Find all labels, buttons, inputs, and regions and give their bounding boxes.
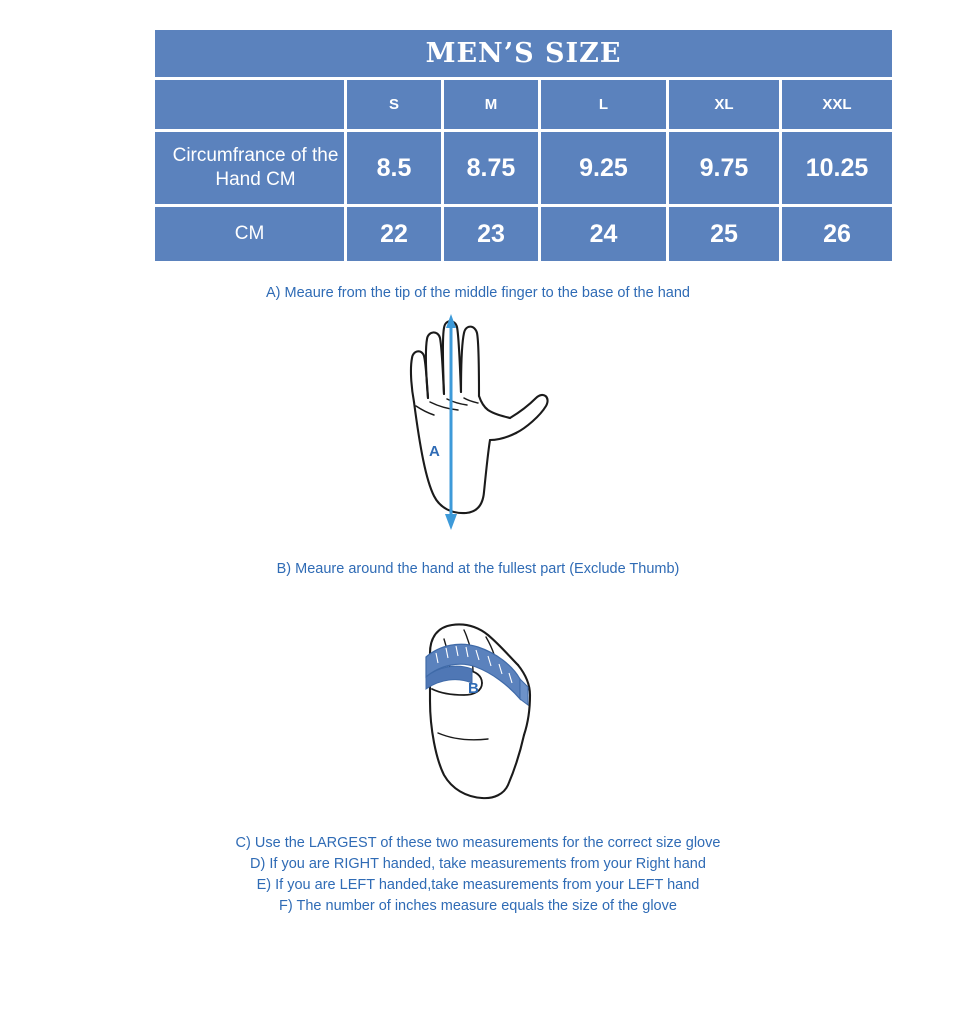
figure-b-letter: B xyxy=(468,680,479,697)
header-cell-m: M xyxy=(444,80,538,129)
table-row xyxy=(155,132,892,204)
figure-a-letter: A xyxy=(429,443,440,460)
cell-cm-xxl: 26 xyxy=(782,207,892,261)
header-cell-l: L xyxy=(541,80,666,129)
table-title-row xyxy=(155,30,892,77)
caption-b: B) Meaure around the hand at the fullest part (Exclude Thumb) xyxy=(276,561,680,577)
footer-note-e: E) If you are LEFT handed,take measurements from your LEFT hand xyxy=(256,877,700,893)
figure-hand-length xyxy=(378,306,578,546)
table-title: MEN’S SIZE xyxy=(155,30,892,77)
footer-note-c: C) Use the LARGEST of these two measurements for the correct size glove xyxy=(235,835,721,851)
caption-a: A) Meaure from the tip of the middle finger to the base of the hand xyxy=(266,285,690,301)
header-cell-blank xyxy=(155,80,344,129)
row-label-circumference: Circumfrance of the Hand CM xyxy=(155,132,344,204)
size-table-wrapper xyxy=(152,27,875,264)
cell-cm-s: 22 xyxy=(347,207,441,261)
header-cell-xxl: XXL xyxy=(782,80,892,129)
cell-circumference-xxl: 10.25 xyxy=(782,132,892,204)
cell-cm-xl: 25 xyxy=(669,207,779,261)
cell-circumference-l: 9.25 xyxy=(541,132,666,204)
header-cell-xl: XL xyxy=(669,80,779,129)
size-table xyxy=(152,27,895,264)
cell-circumference-m: 8.75 xyxy=(444,132,538,204)
cell-circumference-s: 8.5 xyxy=(347,132,441,204)
table-row xyxy=(155,207,892,261)
cell-cm-l: 24 xyxy=(541,207,666,261)
footer-notes xyxy=(0,833,956,917)
header-cell-s: S xyxy=(347,80,441,129)
cell-circumference-xl: 9.75 xyxy=(669,132,779,204)
table-header-row xyxy=(155,80,892,129)
figure-hand-circumference xyxy=(378,583,578,828)
cell-cm-m: 23 xyxy=(444,207,538,261)
footer-note-d: D) If you are RIGHT handed, take measurements from your Right hand xyxy=(250,856,706,872)
footer-note-f: F) The number of inches measure equals the size of the glove xyxy=(279,898,677,914)
row-label-cm: CM xyxy=(155,207,344,261)
